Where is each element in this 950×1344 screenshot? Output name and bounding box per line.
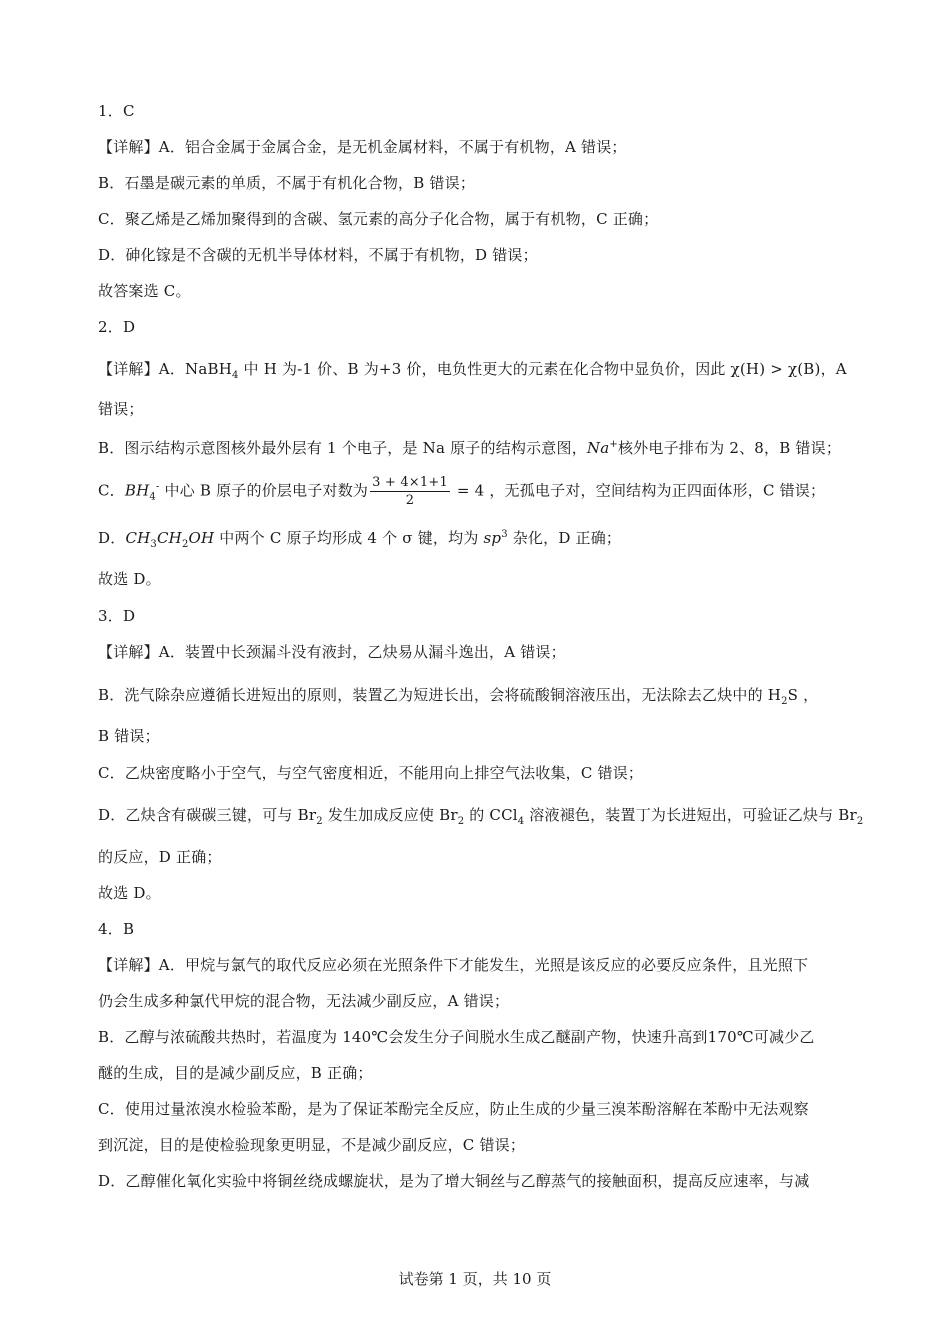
- superscript: -: [155, 481, 160, 493]
- text-run: 核外电子排布为 2、8，B 错误；: [617, 439, 842, 457]
- answer-1-conclusion: 故答案选 C。: [98, 282, 191, 300]
- text-run: B．洗气除杂应遵循长进短出的原则，装置乙为短进长出，会将硫酸铜溶液压出，无法除去乙炔中的 H: [98, 686, 782, 704]
- fraction-denominator: 2: [405, 493, 415, 508]
- answer-4-detail-a-cont: 仍会生成多种氯代甲烷的混合物，无法减少副反应，A 错误；: [98, 992, 510, 1010]
- answer-4-detail-d: D．乙醇催化氧化实验中将铜丝绕成螺旋状，是为了增大铜丝与乙醇蒸气的接触面积，提高反应速率，与减: [98, 1172, 810, 1190]
- fraction: [370, 474, 450, 509]
- answer-3-detail-b-cont: B 错误；: [98, 727, 160, 745]
- text-run: B．图示结构示意图核外最外层有 1 个电子，是 Na 原子的结构示意图，: [98, 439, 587, 457]
- formula-part: OH: [188, 529, 215, 547]
- subscript: 4: [232, 370, 239, 381]
- answer-3-detail-c: C．乙炔密度略小于空气，与空气密度相近，不能用向上排空气法收集，C 错误；: [98, 764, 644, 782]
- answer-2-heading: 2．D: [98, 318, 136, 336]
- text-run: C．: [98, 481, 125, 500]
- answer-2-detail-b: [98, 437, 858, 459]
- answer-3-detail-b: [98, 684, 858, 706]
- answer-2-detail-a: [98, 358, 858, 380]
- text-run: D．: [98, 529, 126, 547]
- answer-4-detail-b-cont: 醚的生成，目的是减少副反应，B 正确；: [98, 1064, 373, 1082]
- text-run: 中 H 为-1 价、B 为+3 价，电负性更大的元素在化合物中显负价，因此 χ(H) > χ(B)，A: [238, 360, 847, 378]
- fraction-numerator: 3 + 4×1+1: [372, 475, 448, 490]
- superscript: +: [609, 439, 618, 450]
- answer-1-detail-c: C．聚乙烯是乙烯加聚得到的含碳、氢元素的高分子化合物，属于有机物，C 正确；: [98, 210, 659, 228]
- answer-4-detail-c: C．使用过量浓溴水检验苯酚，是为了保证苯酚完全反应，防止生成的少量三溴苯酚溶解在苯酚中无法观察: [98, 1100, 809, 1118]
- answer-2-detail-a-cont: 错误；: [98, 400, 144, 418]
- text-run: 中心 B 原子的价层电子对数为: [159, 481, 369, 500]
- answer-1-heading: 1．C: [98, 102, 135, 120]
- answer-2-detail-d: [98, 527, 858, 549]
- text-run: S ，: [787, 686, 819, 704]
- text-run: = 4 ，无孤电子对，空间结构为正四面体形，C 错误；: [451, 481, 826, 500]
- page-footer: 试卷第 1 页，共 10 页: [398, 1270, 552, 1288]
- text-run: 的 CCl: [464, 806, 518, 824]
- ion-formula: BH: [124, 481, 150, 500]
- formula-part: CH: [125, 529, 151, 547]
- answer-1-detail-a: 【详解】A．铝合金属于金属合金，是无机金属材料，不属于有机物，A 错误；: [98, 138, 627, 156]
- subscript: 4: [149, 491, 156, 503]
- subscript: 2: [781, 696, 788, 707]
- ion-formula: Na: [586, 439, 610, 457]
- answer-2-conclusion: 故选 D。: [98, 570, 161, 588]
- subscript: 2: [457, 816, 465, 827]
- hybridization: sp: [483, 529, 502, 547]
- answer-4-detail-c-cont: 到沉淀，目的是使检验现象更明显，不是减少副反应，C 错误；: [98, 1136, 526, 1154]
- answer-3-detail-d-cont: 的反应，D 正确；: [98, 848, 222, 866]
- subscript: 3: [150, 539, 157, 550]
- formula-part: CH: [156, 529, 182, 547]
- subscript: 2: [181, 539, 189, 550]
- text-run: 溶液褪色，装置丁为长进短出，可验证乙炔与 Br: [524, 806, 857, 824]
- answer-3-conclusion: 故选 D。: [98, 884, 161, 902]
- text-run: 发生加成反应使 Br: [322, 806, 458, 824]
- answer-4-detail-b: B．乙醇与浓硫酸共热时，若温度为 140℃会发生分子间脱水生成乙醚副产物，快速升高到170℃可减少乙: [98, 1028, 815, 1046]
- text-run: 中两个 C 原子均形成 4 个 σ 键，均为: [214, 529, 484, 547]
- subscript: 2: [316, 816, 323, 827]
- answer-1-detail-b: B．石墨是碳元素的单质，不属于有机化合物，B 错误；: [98, 174, 476, 192]
- answer-4-detail-a: 【详解】A．甲烷与氯气的取代反应必须在光照条件下才能发生，光照是该反应的必要反应条件，且光照下: [98, 956, 809, 974]
- answer-3-detail-a: 【详解】A．装置中长颈漏斗没有液封，乙炔易从漏斗逸出，A 错误；: [98, 643, 566, 661]
- answer-3-heading: 3．D: [98, 607, 136, 625]
- answer-3-detail-d: [98, 804, 864, 827]
- subscript: 4: [517, 816, 525, 827]
- answer-1-detail-d: D．砷化镓是不含碳的无机半导体材料，不属于有机物，D 错误；: [98, 246, 538, 264]
- answer-2-detail-c: [98, 474, 858, 509]
- text-run: D．乙炔含有碳碳三键，可与 Br: [98, 806, 317, 824]
- subscript: 2: [856, 816, 864, 827]
- superscript: 3: [501, 529, 508, 540]
- text-run: 杂化，D 正确；: [507, 529, 622, 547]
- answer-4-heading: 4．B: [98, 920, 135, 938]
- text-run: 【详解】A．NaBH: [98, 360, 233, 378]
